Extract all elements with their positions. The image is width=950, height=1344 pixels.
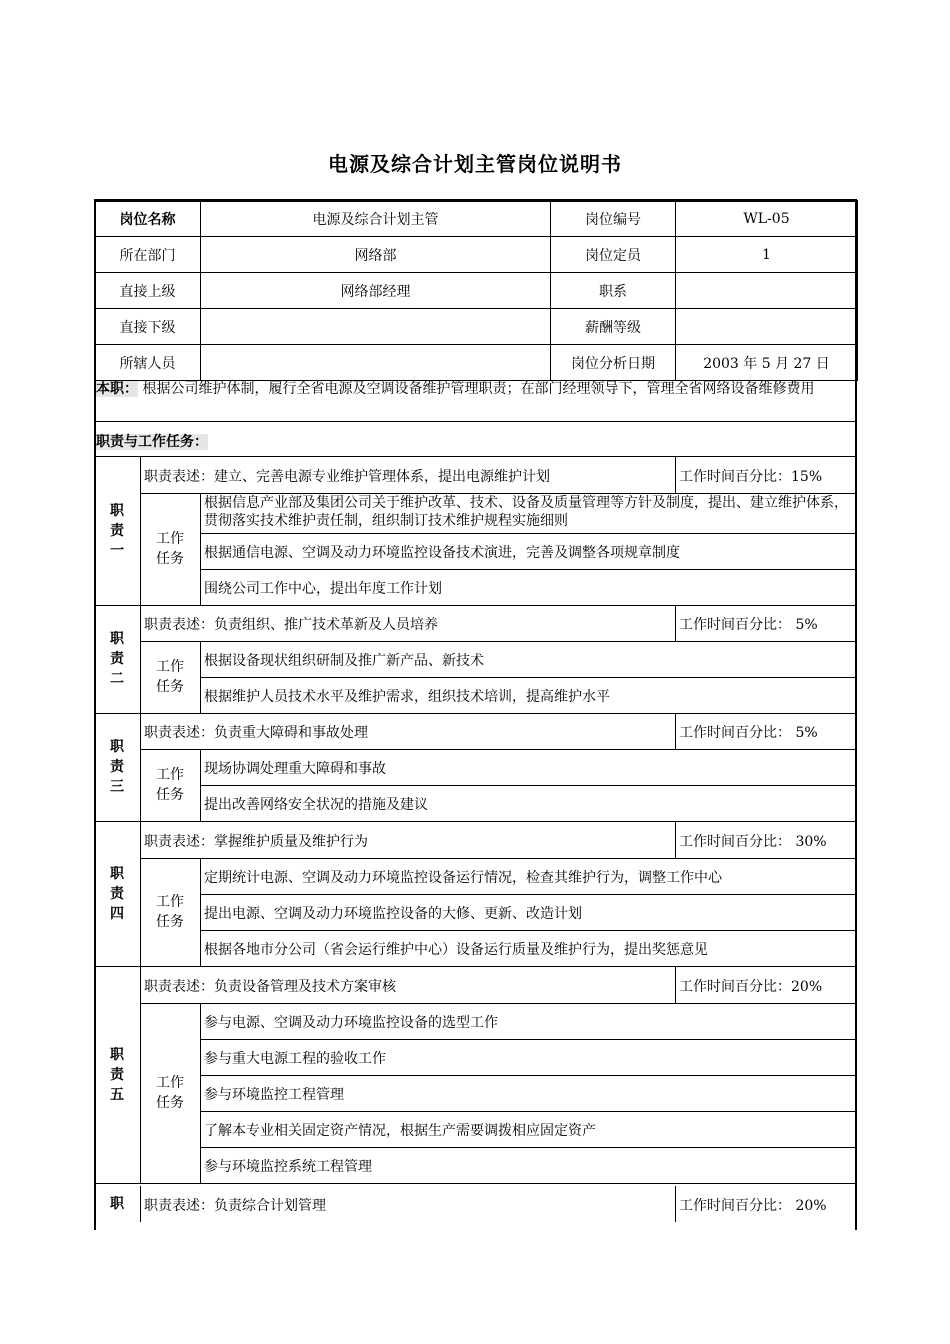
- divider: [140, 749, 857, 750]
- divider: [675, 1186, 676, 1222]
- field-label: 岗位分析日期: [551, 345, 676, 381]
- divider: [140, 1186, 141, 1222]
- divider: [200, 894, 857, 895]
- divider: [200, 785, 857, 786]
- task-item: 提出改善网络安全状况的措施及建议: [204, 797, 428, 813]
- task-label: 工作 任务: [156, 767, 184, 803]
- field-label: 直接上级: [95, 273, 201, 309]
- duty-head: 职 责 五: [110, 1047, 124, 1103]
- task-item: 根据设备现状组织研制及推广新产品、新技术: [204, 653, 484, 669]
- field-value: WL-05: [676, 201, 858, 237]
- divider: [675, 713, 676, 749]
- duty-head: 职 责 一: [110, 503, 124, 559]
- task-item: 参与环境监控工程管理: [204, 1087, 344, 1103]
- field-value: 1: [676, 237, 858, 273]
- page-title: 电源及综合计划主管岗位说明书: [328, 152, 622, 176]
- task-item: 围绕公司工作中心，提出年度工作计划: [204, 581, 442, 597]
- divider: [675, 605, 676, 641]
- task-label: 工作 任务: [156, 894, 184, 930]
- task-label: 工作 任务: [156, 531, 184, 567]
- divider: [200, 1147, 857, 1148]
- field-label: 直接下级: [95, 309, 201, 345]
- divider: [200, 1039, 857, 1040]
- divider: [200, 677, 857, 678]
- divider: [200, 1075, 857, 1076]
- task-item: 现场协调处理重大障碍和事故: [204, 761, 386, 777]
- work-time-percent: 工作时间百分比： 20%: [679, 1198, 827, 1214]
- field-value: 网络部: [201, 237, 551, 273]
- divider: [200, 533, 857, 534]
- core-duty-text: [96, 380, 854, 398]
- work-time-percent: 工作时间百分比： 5%: [679, 617, 818, 633]
- field-value: 网络部经理: [201, 273, 551, 309]
- field-value: 2003 年 5 月 27 日: [676, 345, 858, 381]
- divider: [94, 966, 857, 967]
- task-item: 根据信息产业部及集团公司关于维护改革、技术、设备及质量管理等方针及制度，提出、建立维护体系，贯彻落实技术维护责任制，组织制订技术维护规程实施细则: [204, 495, 848, 529]
- work-time-percent: 工作时间百分比： 30%: [679, 834, 827, 850]
- divider: [200, 858, 201, 966]
- task-item: 了解本专业相关固定资产情况，根据生产需要调拨相应固定资产: [204, 1123, 596, 1139]
- field-label: 职系: [551, 273, 676, 309]
- divider: [94, 821, 857, 822]
- field-label: 所辖人员: [95, 345, 201, 381]
- duty-head: 职 责 二: [110, 631, 124, 687]
- work-time-percent: 工作时间百分比： 5%: [679, 725, 818, 741]
- divider: [94, 1183, 857, 1184]
- divider: [200, 1003, 201, 1183]
- divider: [200, 1111, 857, 1112]
- duty-head: 职: [110, 1196, 124, 1212]
- duty-description: 职责表述：负责组织、推广技术革新及人员培养: [144, 617, 438, 633]
- divider: [200, 493, 201, 605]
- task-item: 根据通信电源、空调及动力环境监控设备技术演进，完善及调整各项规章制度: [204, 545, 680, 561]
- divider: [675, 457, 676, 493]
- divider: [200, 749, 201, 821]
- section-title: 职责与工作任务：: [96, 434, 208, 450]
- divider: [140, 641, 857, 642]
- divider: [140, 1003, 857, 1004]
- duty-head: 职 责 四: [110, 866, 124, 922]
- task-item: 定期统计电源、空调及动力环境监控设备运行情况，检查其维护行为，调整工作中心: [204, 870, 722, 886]
- field-label: 所在部门: [95, 237, 201, 273]
- divider: [675, 967, 676, 1003]
- field-value: 电源及综合计划主管: [201, 201, 551, 237]
- work-time-percent: 工作时间百分比：15%: [679, 469, 823, 485]
- duty-description: 职责表述：负责设备管理及技术方案审核: [144, 979, 396, 995]
- duty-description: 职责表述：负责综合计划管理: [144, 1198, 326, 1214]
- task-item: 参与电源、空调及动力环境监控设备的选型工作: [204, 1015, 498, 1031]
- field-label: 岗位定员: [551, 237, 676, 273]
- task-item: 提出电源、空调及动力环境监控设备的大修、更新、改造计划: [204, 906, 582, 922]
- divider: [94, 456, 857, 457]
- duty-description: 职责表述：掌握维护质量及维护行为: [144, 834, 368, 850]
- task-item: 根据各地市分公司（省会运行维护中心）设备运行质量及维护行为，提出奖惩意见: [204, 942, 708, 958]
- task-item: 根据维护人员技术水平及维护需求，组织技术培训，提高维护水平: [204, 689, 610, 705]
- work-time-percent: 工作时间百分比：20%: [679, 979, 823, 995]
- divider: [200, 569, 857, 570]
- divider: [94, 605, 857, 606]
- duty-head: 职 责 三: [110, 739, 124, 795]
- divider: [94, 713, 857, 714]
- field-label: 岗位编号: [551, 201, 676, 237]
- task-item: 参与环境监控系统工程管理: [204, 1159, 372, 1175]
- field-label: 岗位名称: [95, 201, 201, 237]
- task-label: 工作 任务: [156, 659, 184, 695]
- duty-description: 职责表述：负责重大障碍和事故处理: [144, 725, 368, 741]
- task-item: 参与重大电源工程的验收工作: [204, 1051, 386, 1067]
- divider: [94, 421, 857, 422]
- field-label: 薪酬等级: [551, 309, 676, 345]
- divider: [200, 930, 857, 931]
- task-label: 工作 任务: [156, 1075, 184, 1111]
- duty-description: 职责表述：建立、完善电源专业维护管理体系，提出电源维护计划: [144, 469, 550, 485]
- core-duty-label: 本职：: [96, 381, 138, 397]
- core-duty-body: 根据公司维护体制，履行全省电源及空调设备维护管理职责；在部门经理领导下，管理全省网络设备维修费用: [138, 381, 815, 397]
- divider: [140, 858, 857, 859]
- divider: [675, 822, 676, 858]
- divider: [200, 641, 201, 713]
